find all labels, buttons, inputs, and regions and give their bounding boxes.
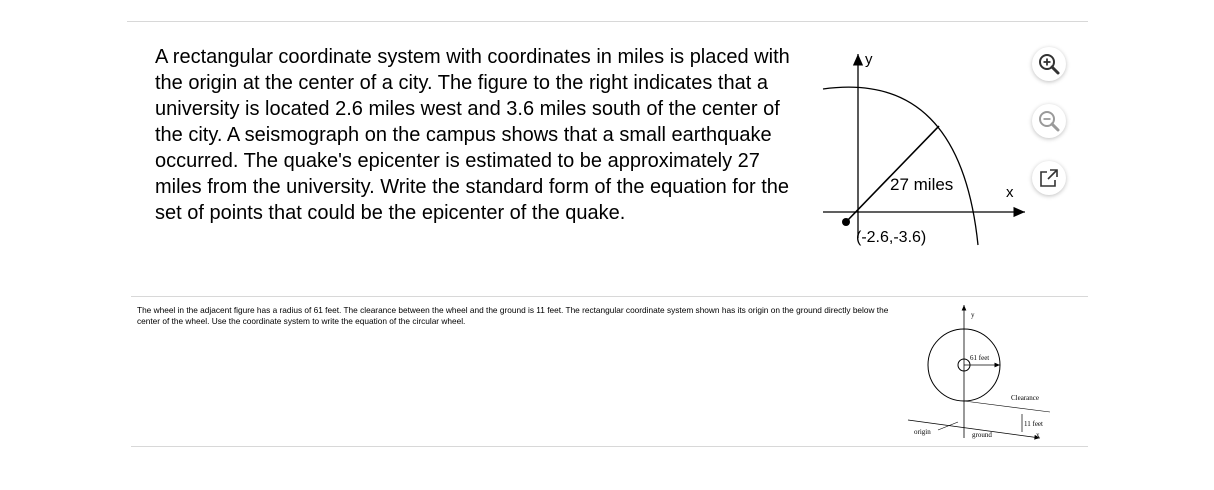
- university-point: [842, 218, 850, 226]
- zoom-out-icon: [1037, 109, 1061, 133]
- x-axis-label: x: [1036, 431, 1040, 439]
- origin-label: origin: [914, 428, 931, 436]
- problem-2-figure: [900, 298, 1060, 448]
- zoom-out-button[interactable]: [1032, 104, 1066, 138]
- origin-pointer: [938, 422, 958, 430]
- open-external-button[interactable]: [1032, 161, 1066, 195]
- ground-label: ground: [972, 431, 992, 439]
- x-axis-label: x: [1006, 184, 1014, 201]
- radius-line: [846, 126, 939, 222]
- radius-label: 27 miles: [890, 175, 954, 194]
- clearance-label: Clearance: [1011, 394, 1039, 402]
- problem-1-figure: [815, 40, 1035, 255]
- university-point-label: (-2.6,-3.6): [856, 229, 927, 246]
- middle-divider: [131, 296, 1088, 297]
- top-divider: [127, 21, 1088, 22]
- y-axis-label: y: [971, 311, 975, 319]
- problem-1-statement: A rectangular coordinate system with coordinates in miles is placed with the origin at the center of a city. The figure to the right indicates that a university is located 2.6 miles west and 3.6 miles south of the center of the city. A seismograph on the campus shows that a small earthquake occurred. The quake's epicenter is estimated to be approximately 27 miles from the university. Write the standard form of the equation for the set of points that could be the epicenter of the quake.: [155, 46, 790, 224]
- zoom-in-button[interactable]: [1032, 47, 1066, 81]
- wheel-bottom-line: [964, 401, 1050, 412]
- problem-2-statement: The wheel in the adjacent figure has a radius of 61 feet. The clearance between the wheel and the ground is 11 feet. The rectangular coordinate system shown has its origin on the ground directly below the center of the wheel. Use the coordinate system to write the equation of the circular wheel.: [137, 305, 889, 326]
- radius-label: 61 feet: [970, 354, 990, 362]
- y-axis-label: y: [865, 51, 873, 68]
- zoom-in-icon: [1037, 52, 1061, 76]
- clearance-value-label: 11 feet: [1024, 420, 1043, 428]
- external-link-icon: [1038, 167, 1060, 189]
- bottom-divider: [131, 446, 1088, 447]
